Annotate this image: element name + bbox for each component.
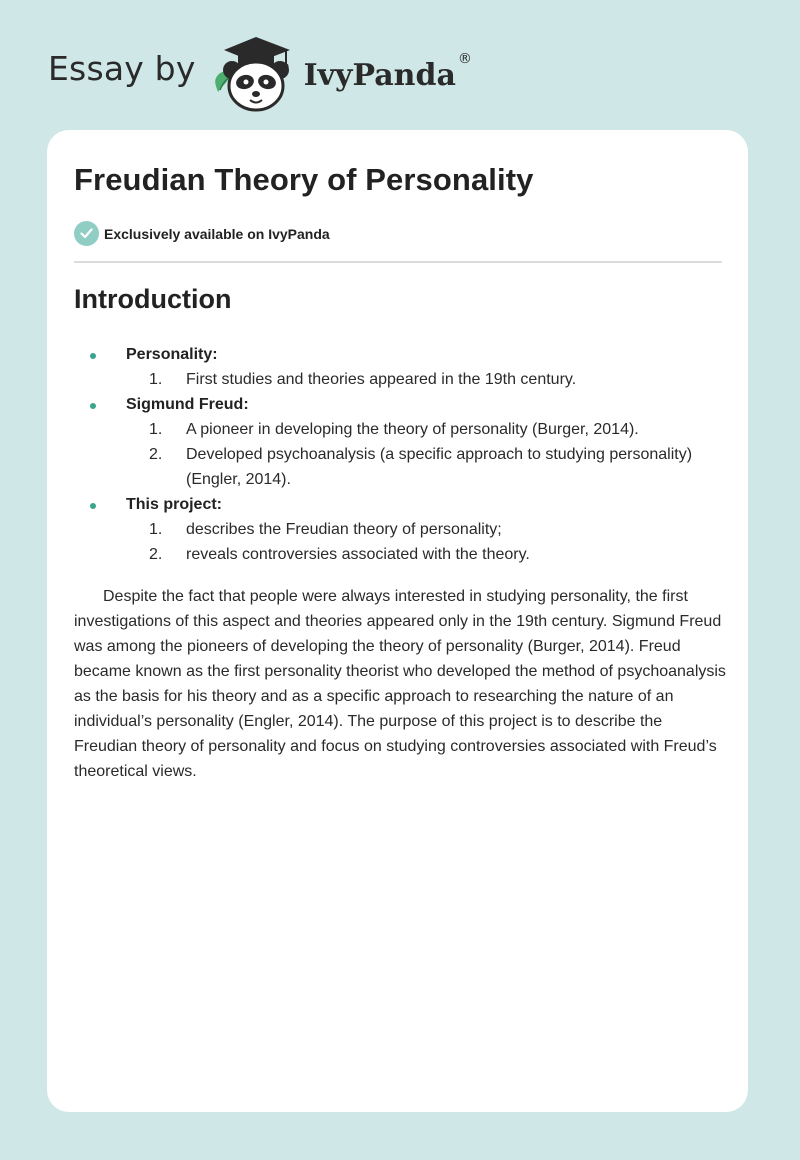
outline-label: Personality: bbox=[126, 346, 218, 363]
page-title: Freudian Theory of Personality bbox=[74, 162, 534, 197]
registered-mark: ® bbox=[457, 51, 472, 67]
brand-prefix: Essay by bbox=[48, 48, 196, 88]
outline-subitem-text: describes the Freudian theory of personality; bbox=[186, 521, 502, 538]
outline-subitem: 1. First studies and theories appeared in the 19th century. bbox=[149, 371, 577, 388]
section-heading: Introduction bbox=[74, 284, 232, 314]
outline-list bbox=[74, 342, 734, 567]
body-paragraph: Despite the fact that people were always interested in studying personality, the first investigations of this aspect and theories appeared only in the 19th century. Sigmund Freud was among the pioneers of developing the theory of personality (Burger, 2014). Freud became known as the first personality theorist who developed the method of psychoanalysis as the basis for his theory and as a specific approach to researching the nature of an individual’s personality (Engler, 2014). The purpose of this project is to describe the Freudian theory of personality and focus on studying controversies associated with Freud’s theoretical views. bbox=[74, 588, 726, 780]
check-circle-icon bbox=[74, 221, 99, 246]
brand-name: IvyPanda bbox=[303, 57, 456, 93]
outline-label: This project: bbox=[126, 496, 223, 513]
exclusive-badge bbox=[74, 221, 330, 246]
outline-subitem: 1. A pioneer in developing the theory of personality (Burger, 2014). bbox=[149, 421, 639, 438]
badge-text: Exclusively available on IvyPanda bbox=[104, 225, 330, 242]
outline-subitem-text: reveals controversies associated with the theory. bbox=[186, 546, 530, 563]
brand-header[interactable] bbox=[48, 34, 472, 114]
outline-subitem-text: Developed psychoanalysis (a specific approach to studying personality) (Engler, 2014). bbox=[186, 446, 693, 488]
outline-sublist bbox=[126, 417, 734, 492]
outline-sublist bbox=[126, 367, 734, 392]
outline-item bbox=[74, 392, 734, 492]
bullet-icon bbox=[90, 503, 96, 509]
bullet-icon bbox=[90, 403, 96, 409]
outline-label: Sigmund Freud: bbox=[126, 396, 249, 413]
title-divider bbox=[74, 261, 722, 263]
essay-card bbox=[47, 130, 748, 1112]
panda-logo-icon bbox=[210, 34, 302, 114]
outline-subitem-text: A pioneer in developing the theory of personality (Burger, 2014). bbox=[186, 421, 639, 438]
outline-item bbox=[74, 342, 734, 392]
outline-item bbox=[74, 492, 734, 567]
outline-sublist bbox=[126, 517, 734, 567]
outline-subitem: 2. reveals controversies associated with the theory. bbox=[149, 546, 530, 563]
outline-subitem: 2. Developed psychoanalysis (a specific approach to studying personality) (Engler, 2014). bbox=[149, 446, 693, 488]
bullet-icon bbox=[90, 353, 96, 359]
outline-subitem-text: First studies and theories appeared in the 19th century. bbox=[186, 371, 577, 388]
outline-subitem: 1. describes the Freudian theory of personality; bbox=[149, 521, 502, 538]
